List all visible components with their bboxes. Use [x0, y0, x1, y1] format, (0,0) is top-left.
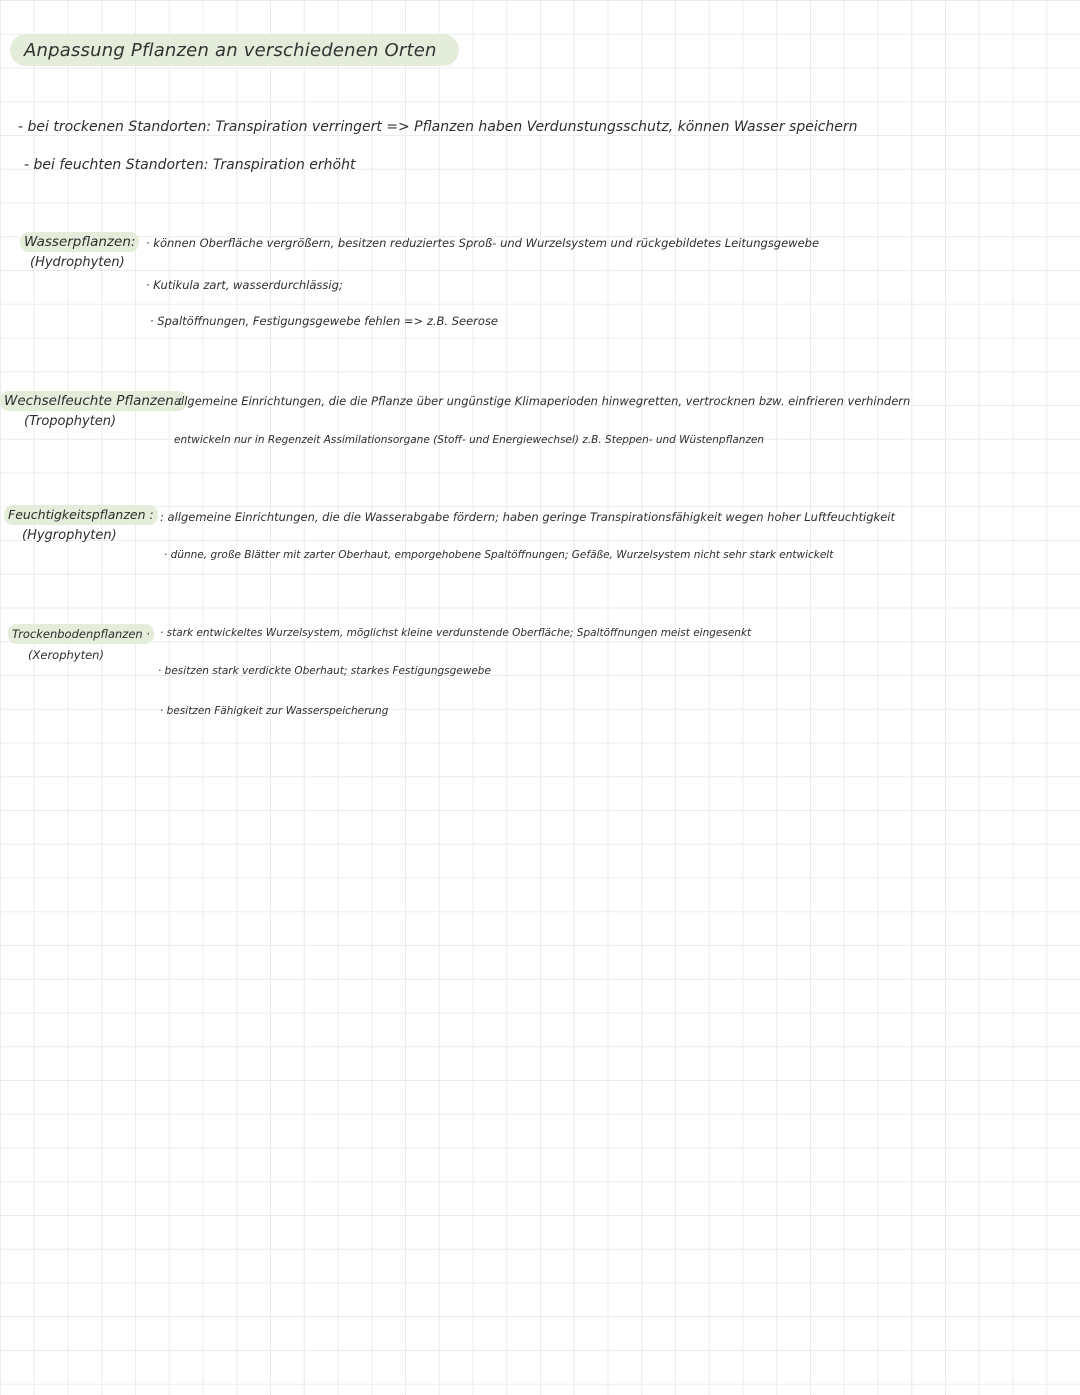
term-sub-tropophyten: (Tropophyten) — [24, 414, 117, 429]
term-sub-hydrophyten: (Hydrophyten) — [30, 255, 125, 270]
tropo-line-2: entwickeln nur in Regenzeit Assimilationsorgane (Stoff- und Energiewechsel) z.B. Steppen- und Wüstenpflanzen — [174, 434, 765, 446]
xero-line-1: · stark entwickeltes Wurzelsystem, möglichst kleine verdunstende Oberfläche; Spaltöffnungen meist eingesenkt — [160, 627, 752, 639]
term-name-hydrophyten: Wasserpflanzen: — [20, 232, 139, 252]
hygro-line-1: : allgemeine Einrichtungen, die die Wasserabgabe fördern; haben geringe Transpirationsfähigkeit wegen hoher Luftfeuchtigkeit — [160, 510, 895, 524]
page-title: Anpassung Pflanzen an verschiedenen Orten — [24, 39, 437, 61]
hygro-line-2: · dünne, große Blätter mit zarter Oberhaut, emporgehobene Spaltöffnungen; Gefäße, Wurzelsystem nicht sehr stark entwickelt — [164, 549, 834, 561]
tropo-line-1: allgemeine Einrichtungen, die die Pflanze über ungünstige Klimaperioden hinwegretten, vertrocknen bzw. einfrieren verhindern — [174, 394, 911, 408]
term-name-hygrophyten: Feuchtigkeitspflanzen : — [4, 505, 158, 525]
xero-line-2: · besitzen stark verdickte Oberhaut; starkes Festigungsgewebe — [158, 665, 491, 677]
hydro-line-3: · Spaltöffnungen, Festigungsgewebe fehlen => z.B. Seerose — [150, 314, 499, 328]
term-tropophyten — [0, 391, 187, 431]
term-hydrophyten — [20, 232, 139, 272]
term-hygrophyten — [4, 505, 158, 545]
hydro-line-1: · können Oberfläche vergrößern, besitzen reduziertes Sproß- und Wurzelsystem und rückgebildetes Leitungsgewebe — [146, 236, 820, 250]
xero-line-3: · besitzen Fähigkeit zur Wasserspeicherung — [160, 705, 389, 717]
hydro-line-2: · Kutikula zart, wasserdurchlässig; — [146, 278, 343, 292]
term-sub-xerophyten: (Xerophyten) — [28, 648, 104, 662]
intro-line-dry: - bei trockenen Standorten: Transpiration verringert => Pflanzen haben Verdunstungsschutz, können Wasser speichern — [18, 119, 858, 135]
term-name-tropophyten: Wechselfeuchte Pflanzen : — [0, 391, 187, 411]
term-xerophyten — [8, 624, 154, 664]
intro-line-wet: - bei feuchten Standorten: Transpiration erhöht — [24, 157, 356, 173]
title-highlight — [10, 34, 459, 66]
term-sub-hygrophyten: (Hygrophyten) — [22, 528, 117, 543]
term-name-xerophyten: Trockenbodenpflanzen · — [8, 624, 154, 644]
